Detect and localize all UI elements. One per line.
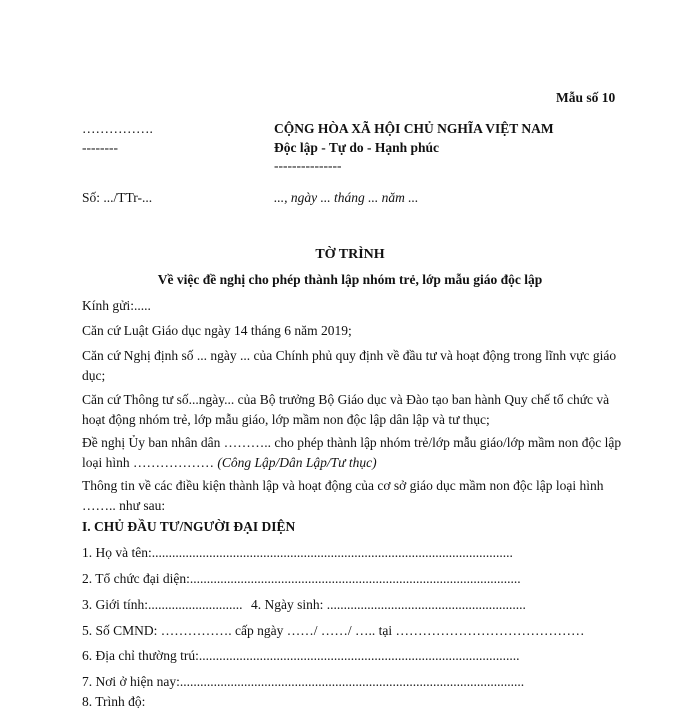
national-motto: Độc lập - Tự do - Hạnh phúc <box>274 140 440 155</box>
basis-law: Căn cứ Luật Giáo dục ngày 14 tháng 6 năm 2019; <box>82 323 352 338</box>
field-date-of-birth: 4. Ngày sinh: ........................................................... <box>251 597 526 612</box>
request-paragraph <box>82 433 622 472</box>
form-number: Mẫu số 10 <box>556 90 616 105</box>
document-number: Số: .../TTr-... <box>82 190 153 205</box>
field-permanent-address: 6. Địa chỉ thường trú:............................................................................................... <box>82 648 520 663</box>
field-full-name: 1. Họ và tên:........................................................................................................... <box>82 545 513 560</box>
nation-title: CỘNG HÒA XÃ HỘI CHỦ NGHĨA VIỆT NAM <box>274 121 554 136</box>
document-title: TỜ TRÌNH <box>315 247 385 262</box>
field-id-card: 5. Số CMND: ……………. cấp ngày ……/ ……/ ….. tại …………………………………… <box>82 623 585 638</box>
field-gender: 3. Giới tính:............................ <box>82 597 243 612</box>
field-education-level: 8. Trình độ: <box>82 694 146 709</box>
info-intro: Thông tin về các điều kiện thành lập và hoạt động của cơ sở giáo dục mầm non độc lập loại hình …….. như sau: <box>82 478 604 513</box>
request-types: (Công Lập/Dân Lập/Tư thục) <box>217 454 377 470</box>
field-representative-org: 2. Tổ chức đại diện:.................................................................................................. <box>82 571 521 586</box>
motto-underline: --------------- <box>274 158 342 173</box>
request-text: Đề nghị Ủy ban nhân dân ……….. cho phép thành lập nhóm trẻ/lớp mẫu giáo/lớp mầm non độc lập loại hình ……………… <box>82 435 622 470</box>
section1-heading: I. CHỦ ĐẦU TƯ/NGƯỜI ĐẠI DIỆN <box>82 519 296 534</box>
basis-circular: Căn cứ Thông tư số...ngày... của Bộ trưởng Bộ Giáo dục và Đào tạo ban hành Quy chế tổ chức và hoạt động nhóm trẻ, lớp mẫu giáo, lớp mầm non độc lập dân lập và tư thục; <box>82 392 610 427</box>
basis-decree: Căn cứ Nghị định số ... ngày ... của Chính phủ quy định về đầu tư và hoạt động trong lĩnh vực giáo dục; <box>82 348 617 383</box>
field-current-residence: 7. Nơi ở hiện nay:...................................................................................................... <box>82 674 525 689</box>
organization-dashes: -------- <box>82 140 118 155</box>
document-subtitle: Về việc đề nghị cho phép thành lập nhóm trẻ, lớp mẫu giáo độc lập <box>157 272 543 287</box>
organization-placeholder: ……………. <box>82 121 153 136</box>
recipient-line: Kính gửi:..... <box>82 298 151 313</box>
date-line: ..., ngày ... tháng ... năm ... <box>274 190 419 205</box>
